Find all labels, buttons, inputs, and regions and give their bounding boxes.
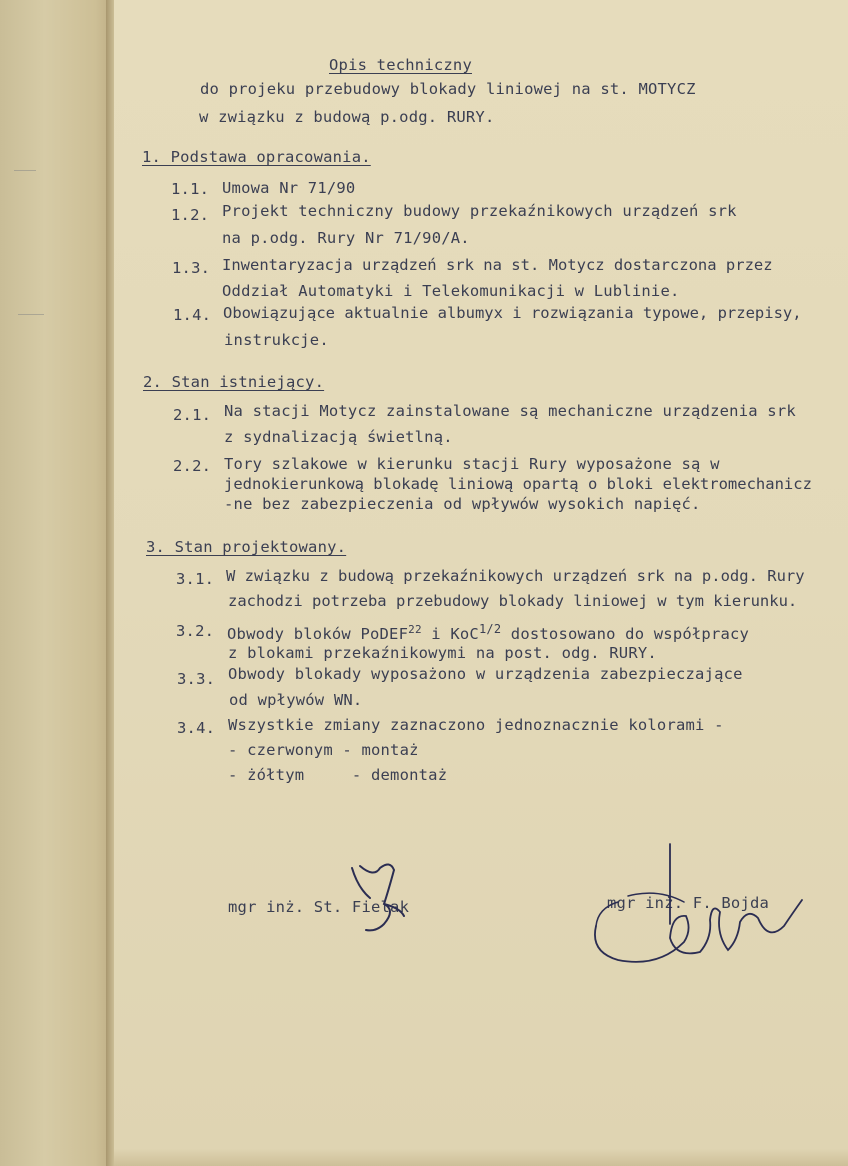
item-text: Tory szlakowe w kierunku stacji Rury wyposażone są w [224, 455, 720, 473]
item-number: 3.4. [177, 719, 216, 737]
item-text: od wpływów WN. [229, 691, 363, 709]
item-number: 1.2. [171, 206, 210, 224]
item-text-part: dostosowano do współpracy [501, 625, 750, 644]
document-title: Opis techniczny [329, 56, 472, 74]
item-number: 1.3. [172, 259, 211, 277]
item-text: Umowa Nr 71/90 [222, 179, 356, 197]
item-text-part: Obwody bloków PoDEF [227, 625, 409, 644]
item-text-part: i KoC [421, 625, 479, 644]
item-number: 2.1. [173, 406, 212, 424]
subtitle-line-1: do projeku przebudowy blokady liniowej na st. MOTYCZ [200, 80, 696, 98]
section-1-heading: 1. Podstawa opracowania. [142, 148, 371, 166]
handwritten-signature-right [588, 842, 808, 982]
item-text: W związku z budową przekaźnikowych urządzeń srk na p.odg. Rury [226, 567, 805, 585]
item-text: -ne bez zabezpieczenia od wpływów wysokich napięć. [224, 495, 701, 513]
item-text: - czerwonym - montaż [228, 741, 419, 759]
item-text: instrukcje. [224, 331, 329, 349]
signature-name-left: mgr inż. St. Fielak [228, 898, 410, 916]
margin-mark [18, 314, 44, 315]
item-number: 3.2. [176, 622, 215, 640]
superscript: 1/2 [478, 622, 502, 636]
superscript: 2 [414, 623, 422, 636]
item-text: z blokami przekaźnikowymi na post. odg. RURY. [228, 644, 657, 662]
item-text [227, 620, 749, 643]
item-text: z sydnalizacją świetlną. [224, 428, 453, 446]
item-text: na p.odg. Rury Nr 71/90/A. [222, 229, 470, 247]
section-2-heading: 2. Stan istniejący. [143, 373, 325, 391]
page-bottom-edge [114, 1148, 848, 1166]
section-3-heading: 3. Stan projektowany. [146, 538, 347, 556]
page-fold [106, 0, 114, 1166]
item-text: Obowiązujące aktualnie albumyx i rozwiązania typowe, przepisy, [223, 304, 802, 322]
margin-mark [14, 170, 36, 171]
subtitle-line-2: w związku z budową p.odg. RURY. [199, 108, 495, 126]
binding-spine [0, 0, 112, 1166]
handwritten-signature-left [340, 858, 420, 940]
item-text: Na stacji Motycz zainstalowane są mechaniczne urządzenia srk [224, 402, 796, 420]
item-number: 1.4. [173, 306, 212, 324]
item-text: Inwentaryzacja urządzeń srk na st. Motycz dostarczona przez [222, 256, 773, 274]
item-number: 3.3. [177, 670, 216, 688]
item-text: Obwody blokady wyposażono w urządzenia zabezpieczające [228, 665, 743, 683]
item-number: 1.1. [171, 180, 210, 198]
item-number: 3.1. [176, 570, 215, 588]
signature-name-right: mgr inż. F. Bojda [607, 894, 770, 912]
item-number: 2.2. [173, 457, 212, 475]
item-text: jednokierunkową blokadę liniową opartą o bloki elektromechanicz [224, 475, 812, 493]
item-text: Wszystkie zmiany zaznaczono jednoznacznie kolorami - [228, 716, 724, 734]
item-text: Projekt techniczny budowy przekaźnikowych urządzeń srk [222, 202, 737, 220]
item-text: Oddział Automatyki i Telekomunikacji w Lublinie. [222, 282, 680, 300]
item-text: zachodzi potrzeba przebudowy blokady liniowej w tym kierunku. [228, 592, 798, 610]
superscript: 2 [408, 623, 415, 636]
item-text: - żółtym - demontaż [228, 766, 448, 784]
